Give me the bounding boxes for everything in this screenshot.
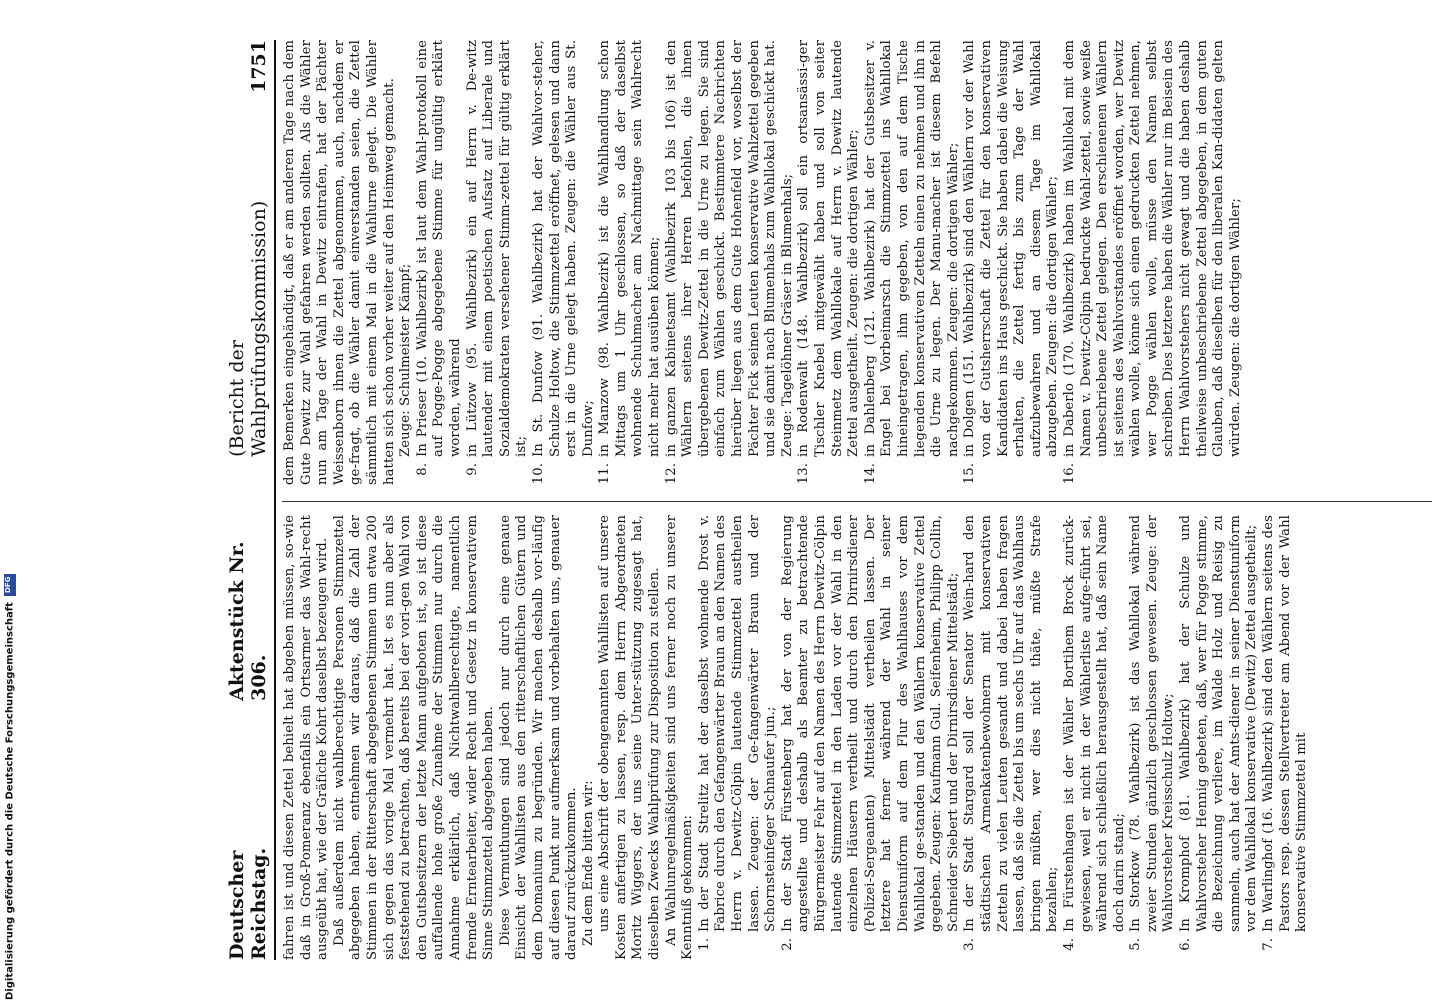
item-number: 8. — [414, 463, 430, 476]
item-text: in Manzow (98. Wahlbezirk) ist die Wahlhandlung schon Mittags um 1 Uhr geschlossen, so daß der daselbst wohnende Schuhmacher am Nachmittage sein Wahlrecht nicht mehr hat ausüben können; — [597, 40, 663, 457]
item-number: 7. — [1261, 938, 1277, 951]
list-item — [1128, 515, 1178, 960]
list-item — [962, 40, 1062, 485]
list-item — [465, 40, 531, 485]
item-number: 3. — [962, 938, 978, 951]
left-item-list — [697, 515, 1311, 960]
item-text: Zeuge: Schulmeister Kämpf; — [398, 263, 414, 457]
item-number: 1. — [696, 938, 712, 951]
header-subtitle: (Bericht der Wahlprüfungskommission) — [226, 200, 270, 457]
item-number: 9. — [464, 463, 480, 476]
right-item-list — [398, 40, 1244, 485]
digitization-credit — [2, 140, 18, 1000]
item-number: 12. — [663, 463, 679, 485]
list-item — [398, 40, 415, 485]
item-number: 2. — [779, 938, 795, 951]
rotated-page — [226, 30, 1432, 970]
paragraph: An Wahlunregelmäßigkeiten sind uns ferner noch zu unserer Kenntniß gekommen: — [663, 515, 696, 960]
column-rule — [282, 501, 1432, 502]
list-item — [597, 40, 663, 485]
list-item — [531, 40, 597, 485]
item-number: 16. — [1061, 463, 1077, 485]
paragraph: Diese Vermuthungen sind jedoch nur durch eine genaue Einsicht der Wahllisten aus den ritterschaftlichen Gütern und dem Domanium zu begründen. Wir machen deshalb vor-läufig auf diesen Punkt nur aufmerksam und vorbehalten uns, genauer darauf zurückzukommen. — [497, 515, 580, 960]
item-number: 14. — [862, 463, 878, 485]
item-text: In St. Dunfow (91. Wahlbezirk) hat der Wahlvor-steher, Schulze Holtow, die Stimmzettel eröffnet, gelesen und dann erst in die Urne gelegt haben. Zeugen: die Wähler aus St. Dunfow; — [530, 40, 596, 457]
item-text: In Prieser (10. Wahlbezirk) ist laut dem Wahl-protokoll eine auf Pogge-Pogge abgegebene Stimme für ungültig erklärt worden, während — [414, 40, 463, 457]
list-item — [1062, 40, 1245, 485]
item-text: in Daberlo (170. Wahlbezirk) haben im Wahllokal mit dem Namen v. Dewitz-Cölpin bedruckte Wahl-zettel, sowie weiße unbeschriebene Zettel gelegen. Den erschienenen Wählern ist seitens des Wahlvorstandes eröffnet worden, wer Dewitz wählen wolle, könne sich einen gedruckten Zettel nehmen, wer Pogge wählen wolle, müsse den Namen selbst schreiben. Dies letztere haben die Wähler nur im Beisein des Herrn Wahlvorstehers nicht gewagt und die haben deshalb theilweise unbeschriebene Zettel abgegeben, in dem guten Glauben, daß dieselben für den liberalen Kan-didaten gelten würden. Zeugen: die dortigen Wähler; — [1061, 40, 1243, 457]
paragraph: uns eine Abschrift der obengenannten Wahllisten auf unsere Kosten anfertigen zu lassen, resp. dem Herrn Abgeordneten Moritz Wiggers, der uns seine Unter-stützung zugesagt hat, dieselben Zwecks Wahlprüfung zur Disposition zu stellen. — [597, 515, 663, 960]
item-number: 13. — [796, 463, 812, 485]
list-item — [1261, 515, 1311, 960]
paragraph: Daß außerdem nicht wahlberechtigte Personen Stimmzettel abgegeben haben, entnehmen wir daraus, daß die Zahl der Stimmen in der Ritterschaft abgegebenen Stimmen um etwa 200 sich gegen das vorige Mal vermehrt hat. Ist es nun aber als feststehend zu betrachten, daß bereits bei der vori-gen Wahl von den Gutsbesitzern der letzte Mann aufgeboten ist, so ist diese auffallende hohe große Zunahme der Stimmen nur durch die Annahme erklärlich, daß Nichtwahlberechtigte, namentlich fremde Erntearbeiter, wider Recht und Gesetz in konservativem Sinne Stimmzettel abgegeben haben. — [331, 515, 497, 960]
credit-text: Digitalisierung gefördert durch die Deutsche Forschungsgemeinschaft — [4, 602, 16, 1000]
list-item — [1062, 515, 1128, 960]
header-attachment: Aktenstück Nr. 306. — [226, 541, 270, 701]
item-text: in Rodenwalt (148. Wahlbezirk) soll ein ortsansässi-ger Tischler Knebel mitgewählt haben und soll von seiter Steinmetz dem Wahllokale auf Herrn v. Dewitz lautende Zettel ausgetheilt. Zeugen: die dortigen Wähler; — [796, 40, 862, 457]
paragraph: fahren ist und diesen Zettel behielt hat abgeben müssen, so-wie daß in Groß-Pomeranz ebenfalls ein Ortsarmer das Wahl-recht ausgeübt hat, wie der Gräfiche Kohrt daselbst bezeugen wird. — [282, 515, 331, 960]
item-text: In Fürstenhagen ist der Wähler Bortihem Brock zurück-gewiesen, weil er nicht in der Wählerliste aufge-führt sei, während sich schließlich herausgestellt hat, daß sein Name doch darin stand; — [1061, 515, 1127, 932]
item-text: in Lützow (95. Wahlbezirk) ein auf Herrn v. De-witz lautender mit einem poetischen Aufsatz auf Liberale und Sozialdemokraten versehener Stimm-zettel für gültig erklärt ist; — [464, 40, 530, 457]
item-number: 4. — [1061, 938, 1077, 951]
item-text: In der Stadt Stargard soll der Senator Wein-hard den städtischen Armenkatenbewohnern mit konservativen Zetteln zu vielen Leuten gesandt und dabei haben fragen lassen, daß sie die Zettel bis um sechs Uhr auf das Wahlhaus bringen müßten, wer dies nicht thäte, müßte Strafe bezahlen; — [962, 515, 1061, 932]
item-number: 6. — [1178, 938, 1194, 951]
item-number: 10. — [530, 463, 546, 485]
list-item — [415, 40, 465, 485]
list-item — [664, 40, 797, 485]
list-item — [697, 515, 780, 960]
left-column — [282, 515, 1311, 960]
right-column — [282, 40, 1244, 485]
list-item — [962, 515, 1062, 960]
paragraph: Zu dem Ende bitten wir: — [580, 780, 596, 946]
list-item — [796, 40, 862, 485]
paragraph: dem Bemerken eingehändigt, daß er am anderen Tage nach dem Gute Dewitz zur Wahl gefahren werden sollten. Als die Wähler nun am Tage der Wahl in Dewitz eintrafen, hat der Pächter Weissenborn ihnen die Zettel abgenommen, auch, nachdem er ge-fragt, ob die Wähler damit einverstanden seien, die Zettel sämmtlich mit einem Mal in die Wahlurne gelegt. Die Wähler hatten sich schon vorher weiter auf den Heimweg gemacht. — [282, 40, 397, 485]
running-head — [226, 40, 276, 960]
item-number — [398, 463, 415, 485]
list-item — [1178, 515, 1261, 960]
item-text: in Dahlenberg (121. Wahlbezirk) hat der Gutsbesitzer v. Engel bei Vorbeimarsch die Stimmzettel ins Wahllokal hineingetragen, ihm gegeben, von den auf dem Tische liegenden konservativen Zetteln einen zu nehmen und ihn in die Urne zu legen. Der Manu-macher ist diesem Befehl nachgekommen. Zeugen: die dortigen Wähler; — [862, 40, 961, 457]
item-text: in Dolgen (151. Wahlbezirk) sind den Wählern vor der Wahl von der Gutsherrschaft die Zettel für den konservativen Kandidaten ins Haus geschickt. Sie haben dabei die Weisung erhalten, die Zettel fertig bis zum Tage der Wahl aufzubewahren und an diesem Tage im Wahllokal abzugeben. Zeugen: die dortigen Wähler; — [962, 40, 1061, 457]
item-number: 5. — [1128, 938, 1144, 951]
item-text: In der Stadt Fürstenberg hat der von der Regierung angestellte und deshalb als Beamter zu betrachtende Bürgermeister Fehr auf den Namen des Herrn Dewitz-Cölpin lautende Stimmzettel in den Laden vor der Wahl in den einzelnen Häusern vertheilt und durch den Dirnirsdiener (Polizei-Sergeanten) Mittelstädt vertheilen lassen. Der letztere hat ferner während der Wahl in seiner Dienstuniform auf dem Flur des Wahlhauses vor dem Wahllokal ge-standen und den Wählern konservative Zettel gegeben. Zeugen: Kaufmann Gul. Seifenheim, Philipp Collin, Schneider Siebert und der Dirnirsdiener Mittelstädt; — [779, 515, 961, 932]
item-text: In Warlinghof (16. Wahlbezirk) sind den Wählern seitens des Pastors resp. dessen Stellvertreter am Abend vor der Wahl konservative Stimmzettel mit — [1261, 515, 1310, 932]
item-text: In der Stadt Strelitz hat der daselbst wohnende Drost v. Fabrice durch den Gefangenwärter Braun an den Namen des Herrn v. Dewitz-Cölpin lautende Stimmzettel austheilen lassen. Zeugen: der Ge-fangenwärter Braun und der Schornsteinfeger Schnaufer jun.; — [696, 515, 779, 932]
header-title: Deutscher Reichstag. — [226, 847, 270, 960]
item-text: in ganzen Kabinetsamt (Wahlbezirk 103 bis 106) ist den Wählern seitens ihrer Herren befohlen, die ihnen übergebenen Dewitz-Zettel in die Urne zu legen. Sie sind einfach zum Wählen geschickt. Bestimmtere Nachrichten hierüber liegen aus dem Gute Hohenfeld vor, woselbst der Pächter Fick seinen Leuten konservative Wahlzettel gegeben und sie damit nach Blumenhals zum Wahllokal geschickt hat. Zeuge: Tagelöhner Gräser in Blumenhals; — [663, 40, 795, 457]
item-text: In Storkow (78. Wahlbezirk) ist das Wahllokal während zweier Stunden gänzlich geschlossen gewesen. Zeuge: der Wahlvorsteher Kreisschulz Holtow; — [1128, 515, 1177, 932]
list-item — [863, 40, 963, 485]
list-item — [780, 515, 963, 960]
item-text: In Kromphof (81. Wahlbezirk) hat der Schulze und Wahlvorsteher Hennig gebeten, daß, wer für Pogge stimme, die Bezeichnung verliere, im Walde Holz und Reisig zu sammeln, auch hat der Amts-diener in seiner Dienstuniform vor dem Wahllokal konservative (Dewitz) Zettel ausgetheilt; — [1178, 515, 1260, 932]
item-number: 15. — [962, 463, 978, 485]
page-number: 1751 — [248, 40, 270, 93]
dfg-logo: DFG — [4, 574, 16, 596]
item-number: 11. — [597, 463, 613, 485]
